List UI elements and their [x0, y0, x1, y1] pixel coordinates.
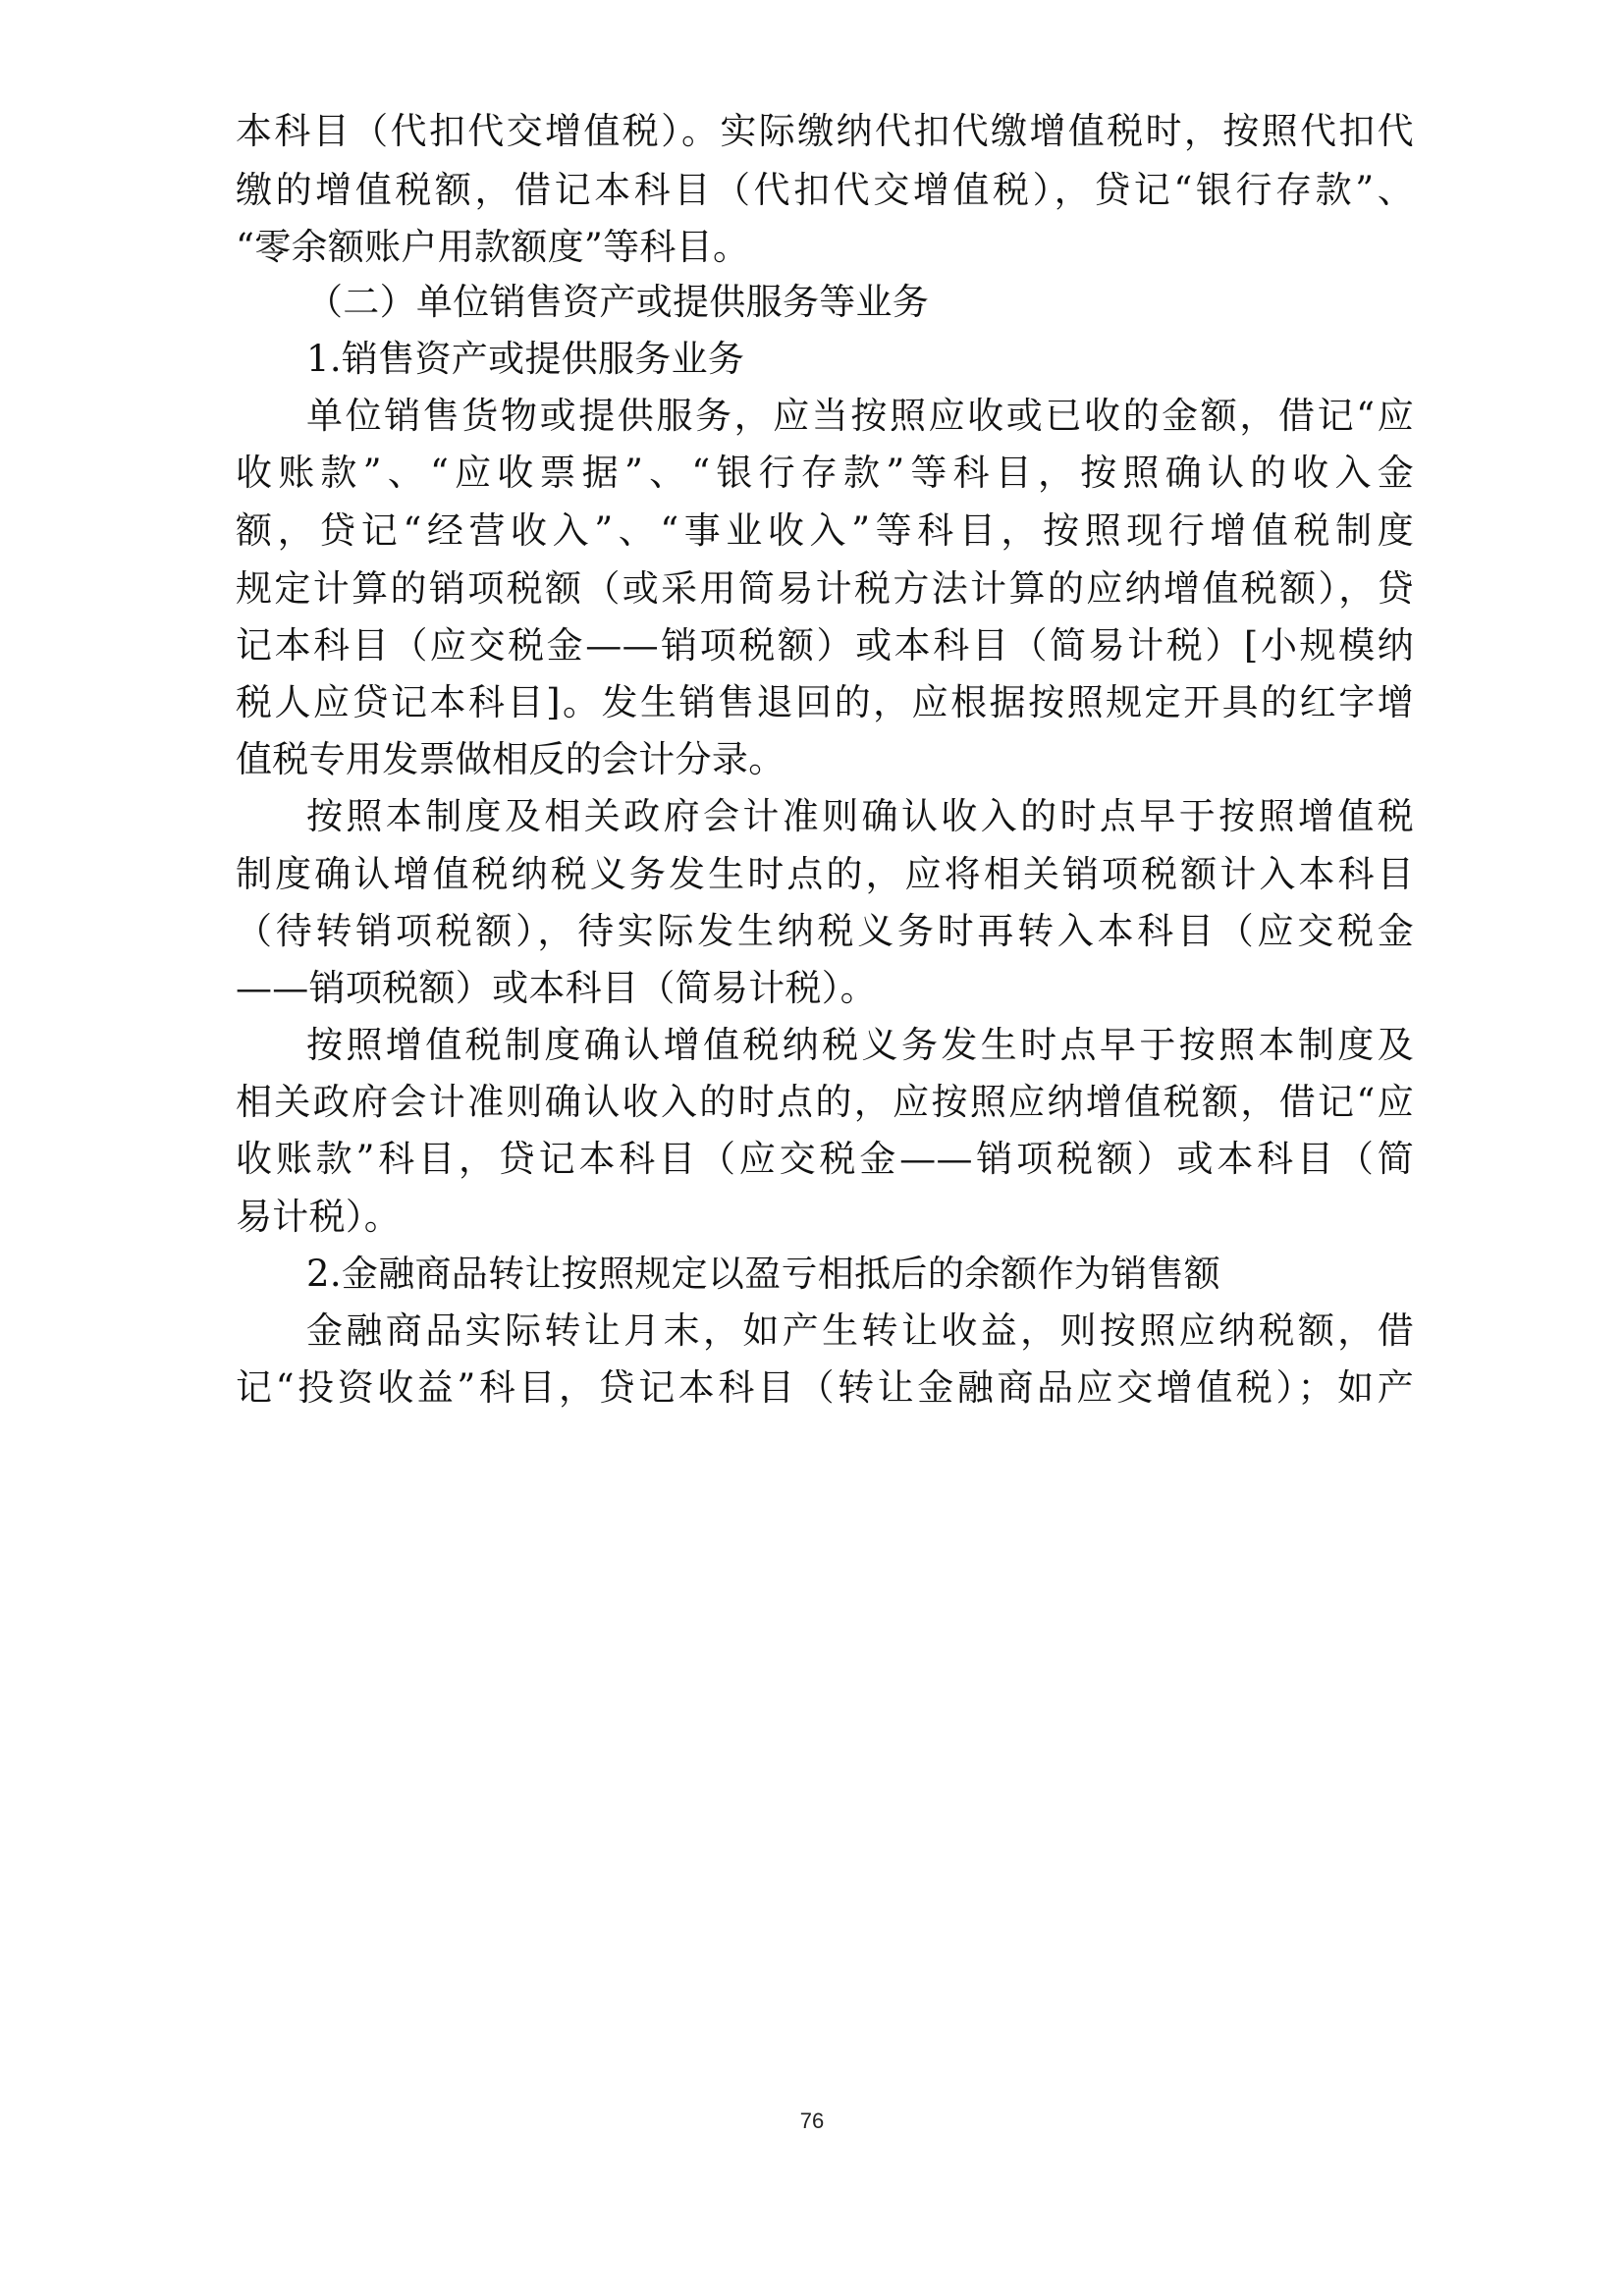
paragraph-1-line-7: 值税专用发票做相反的会计分录。 [236, 738, 785, 780]
page-number: 76 [799, 2109, 825, 2133]
section-heading: （二）单位销售资产或提供服务等业务 [306, 281, 930, 323]
subsection-heading-1: 1.销售资产或提供服务业务 [306, 338, 745, 380]
paragraph-3-line-2: 相关政府会计准则确认收入的时点的，应按照应纳增值税额，借记“应 [236, 1081, 1414, 1123]
paragraph-3-line-4: 易计税）。 [236, 1196, 401, 1238]
text-line-1: 本科目（代扣代交增值税）。实际缴纳代扣代缴增值税时，按照代扣代 [236, 110, 1414, 152]
subsection-heading-2: 2.金融商品转让按照规定以盈亏相抵后的余额作为销售额 [306, 1253, 1221, 1295]
paragraph-2-line-4: ——销项税额）或本科目（简易计税）。 [236, 967, 877, 1009]
paragraph-3-line-3: 收账款”科目，贷记本科目（应交税金——销项税额）或本科目（简 [236, 1138, 1414, 1180]
paragraph-4-line-2: 记“投资收益”科目，贷记本科目（转让金融商品应交增值税）；如产 [236, 1366, 1414, 1409]
paragraph-1-line-5: 记本科目（应交税金——销项税额）或本科目（简易计税）[小规模纳 [236, 624, 1414, 667]
paragraph-1-line-4: 规定计算的销项税额（或采用简易计税方法计算的应纳增值税额），贷 [236, 567, 1414, 610]
paragraph-2-line-3: （待转销项税额），待实际发生纳税义务时再转入本科目（应交税金 [236, 910, 1414, 952]
paragraph-1-line-3: 额，贷记“经营收入”、“事业收入”等科目，按照现行增值税制度 [236, 509, 1414, 552]
text-line-2: 缴的增值税额，借记本科目（代扣代交增值税），贷记“银行存款”、 [236, 169, 1414, 211]
paragraph-4-line-1: 金融商品实际转让月末，如产生转让收益，则按照应纳税额，借 [306, 1309, 1414, 1352]
paragraph-2-line-1: 按照本制度及相关政府会计准则确认收入的时点早于按照增值税 [306, 795, 1414, 837]
paragraph-3-line-1: 按照增值税制度确认增值税纳税义务发生时点早于按照本制度及 [306, 1024, 1414, 1066]
paragraph-1-line-6: 税人应贷记本科目]。发生销售退回的，应根据按照规定开具的红字增 [236, 681, 1414, 723]
paragraph-1-line-2: 收账款”、“应收票据”、“银行存款”等科目，按照确认的收入金 [236, 452, 1414, 494]
text-line-3: “零余额账户用款额度”等科目。 [236, 226, 750, 268]
paragraph-2-line-2: 制度确认增值税纳税义务发生时点的，应将相关销项税额计入本科目 [236, 853, 1414, 895]
paragraph-1-line-1: 单位销售货物或提供服务，应当按照应收或已收的金额，借记“应 [306, 395, 1414, 437]
